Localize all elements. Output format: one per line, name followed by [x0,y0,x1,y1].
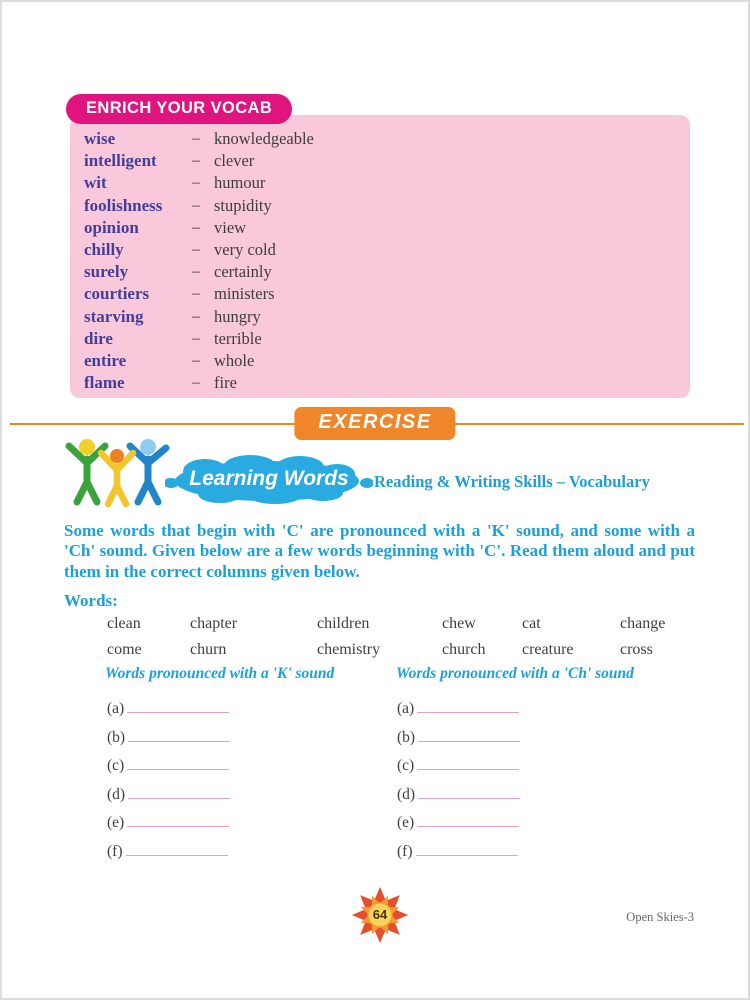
learning-words-label: Learning Words [189,467,349,490]
word-item: clean [107,615,141,632]
column-header-ch-sound: Words pronounced with a 'Ch' sound [396,665,634,682]
vocab-separator: – [192,329,200,347]
vocab-separator: – [192,174,200,192]
blank-line [417,699,519,713]
book-title: Open Skies-3 [626,910,694,924]
vocab-row [84,283,676,305]
vocab-meaning: terrible [214,328,262,348]
vocab-separator: – [192,285,200,303]
skills-subtitle: Reading & Writing Skills – Vocabulary [374,472,650,491]
vocab-meaning: humour [214,173,266,193]
vocab-word: wit [84,173,107,193]
vocab-word: entire [84,350,127,370]
blank-line [128,785,230,799]
vocab-separator: – [192,130,200,148]
vocab-meaning: clever [214,151,255,171]
blank-label: (d) [107,785,126,803]
word-item: change [620,615,666,632]
blank-row [397,834,520,863]
word-item: creature [522,640,574,658]
vocab-meaning: stupidity [214,195,272,215]
vocab-separator: – [192,351,200,369]
vocab-word: courtiers [84,284,150,304]
blank-label: (b) [107,728,126,746]
vocab-separator: – [192,152,200,170]
vocab-word: dire [84,328,113,348]
blank-row [397,748,520,777]
blank-line [416,842,518,856]
blank-row [107,748,230,777]
blank-label: (e) [397,814,415,832]
blank-line [127,699,229,713]
column-header-k-sound: Words pronounced with a 'K' sound [105,665,335,682]
blank-label: (c) [397,757,415,775]
vocab-row [84,328,676,350]
vocab-separator: – [192,263,200,281]
vocab-separator: – [192,307,200,325]
blank-line [128,728,230,742]
exercise-banner: EXERCISE [294,407,455,440]
learning-words-badge [165,454,373,506]
blank-row [397,805,520,834]
blank-line [418,728,520,742]
vocab-row [84,306,676,328]
vocab-row [84,372,676,394]
word-item: children [317,615,370,632]
vocab-word: starving [84,306,144,326]
blank-row [397,777,520,806]
vocab-word: wise [84,129,116,149]
vocab-meaning: hungry [214,306,261,326]
blank-column-ch-sound [397,691,520,863]
vocab-list [84,128,676,394]
blank-label: (e) [107,814,125,832]
word-item: chew [442,615,476,632]
blank-label: (b) [397,728,416,746]
vocab-row [84,217,676,239]
vocab-meaning: very cold [214,240,276,260]
vocab-word: foolishness [84,195,163,215]
word-item: chapter [190,615,238,632]
vocab-word: intelligent [84,151,157,171]
blank-row [107,777,230,806]
blank-row [107,834,230,863]
blank-row [107,805,230,834]
vocab-separator: – [192,374,200,392]
blank-row [107,691,230,720]
blank-line [126,842,228,856]
blank-line [127,813,229,827]
vocab-word: chilly [84,240,124,260]
blank-label: (c) [107,757,125,775]
vocab-row [84,261,676,283]
blank-label: (f) [397,842,413,860]
page-number: 64 [372,907,388,922]
word-item: chemistry [317,640,381,658]
people-icon [60,436,178,513]
blank-line [418,785,520,799]
vocab-title-pill: ENRICH YOUR VOCAB [66,94,292,124]
blank-column-k-sound [107,691,230,863]
vocab-word: opinion [84,217,139,237]
vocab-meaning: fire [214,373,237,393]
vocab-meaning: certainly [214,262,272,282]
blank-label: (f) [107,842,123,860]
word-item: cat [522,615,541,632]
words-label: Words: [64,591,118,610]
vocab-word: flame [84,373,125,393]
vocab-row [84,239,676,261]
word-item: churn [190,640,227,658]
vocab-word: surely [84,262,129,282]
blank-label: (d) [397,785,416,803]
exercise-instructions: Some words that begin with 'C' are pronounced with a 'K' sound, and some with a 'Ch' sound. Given below are a few words beginning with 'C'. Read them aloud and put them in the correct columns given below. [64,521,695,581]
vocab-row [84,350,676,372]
blank-line [127,756,229,770]
vocab-separator: – [192,218,200,236]
blank-row [397,691,520,720]
blank-row [397,720,520,749]
vocab-separator: – [192,196,200,214]
vocab-row [84,150,676,172]
vocab-meaning: view [214,217,247,237]
blank-line [417,813,519,827]
word-item: church [442,640,486,658]
vocab-row [84,195,676,217]
vocab-meaning: whole [214,350,255,370]
vocab-meaning: knowledgeable [214,129,314,149]
word-item: cross [620,640,653,658]
blank-line [417,756,519,770]
page-number-badge [351,885,409,945]
vocab-row [84,128,676,150]
blank-label: (a) [107,700,125,717]
vocab-separator: – [192,241,200,259]
word-bank [107,611,695,662]
blank-label: (a) [397,700,415,717]
blank-row [107,720,230,749]
word-item: come [107,640,142,658]
vocab-meaning: ministers [214,284,275,304]
vocab-row [84,172,676,194]
